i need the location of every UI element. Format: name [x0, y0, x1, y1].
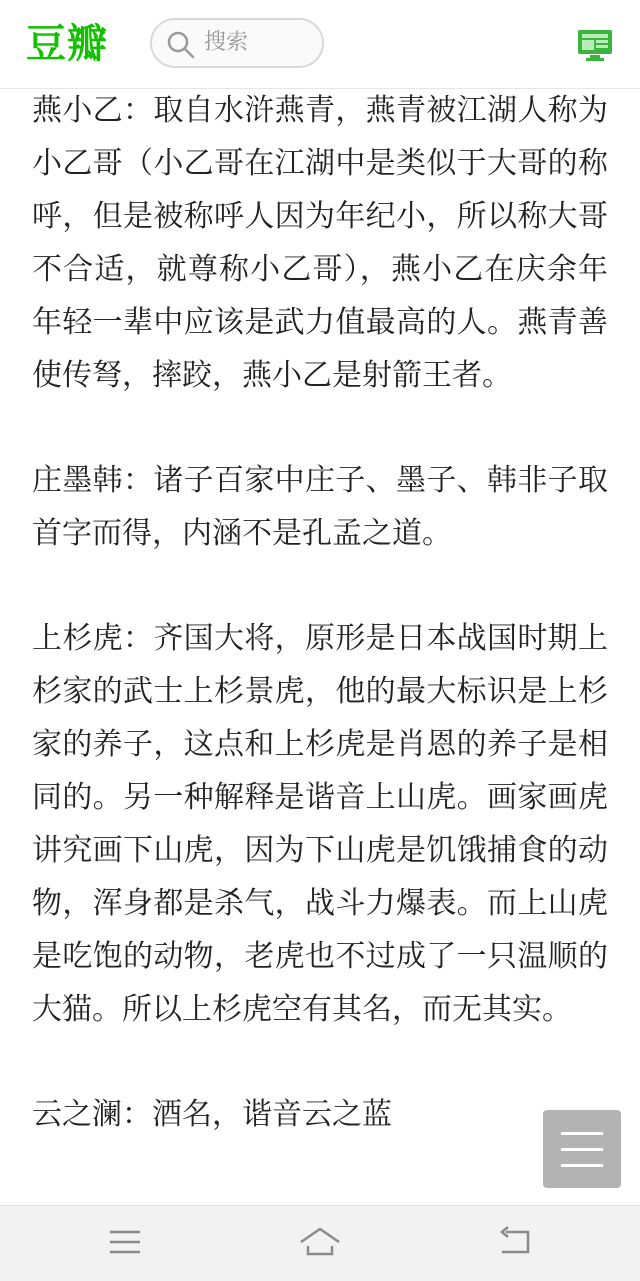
menu-line-icon: [561, 1148, 603, 1151]
article-content: [0, 88, 640, 1204]
home-icon[interactable]: [298, 1224, 342, 1260]
paragraph-yun-zhilan: 云之澜：酒名，谐音云之蓝: [32, 1097, 392, 1132]
menu-icon[interactable]: [108, 1224, 142, 1260]
menu-line-icon: [561, 1164, 603, 1167]
top-bar: [0, 0, 640, 88]
desktop-icon[interactable]: [576, 28, 614, 62]
paragraph-yan-xiaoyi: 燕小乙：取自水浒燕青，燕青被江湖人称为小乙哥（小乙哥在江湖中是类似于大哥的称呼，但是被称呼人因为年纪小，所以称大哥不合适，就尊称小乙哥），燕小乙在庆余年年轻一辈中应该是武力值最高的人。燕青善使传弩，摔跤，燕小乙是射箭王者。: [32, 93, 608, 393]
paragraph-shangshan-hu: 上杉虎：齐国大将，原形是日本战国时期上杉家的武士上杉景虎，他的最大标识是上杉家的养子，这点和上杉虎是肖恩的养子是相同的。另一种解释是谐音上山虎。画家画虎讲究画下山虎，因为下山虎是饥饿捕食的动物，浑身都是杀气，战斗力爆表。而上山虎是吃饱的动物，老虎也不过成了一只温顺的大猫。所以上杉虎空有其名，而无其实。: [32, 621, 608, 1027]
search-icon: [166, 30, 196, 60]
search-box[interactable]: [150, 18, 324, 68]
search-placeholder: 搜索: [204, 30, 249, 55]
menu-line-icon: [561, 1132, 603, 1135]
paragraph-zhuang-mohan: 庄墨韩：诸子百家中庄子、墨子、韩非子取首字而得，内涵不是孔孟之道。: [32, 463, 608, 551]
floating-menu-button[interactable]: [543, 1110, 621, 1188]
back-icon[interactable]: [496, 1224, 534, 1260]
douban-logo[interactable]: 豆瓣: [26, 21, 108, 67]
system-nav-bar: [0, 1205, 640, 1281]
